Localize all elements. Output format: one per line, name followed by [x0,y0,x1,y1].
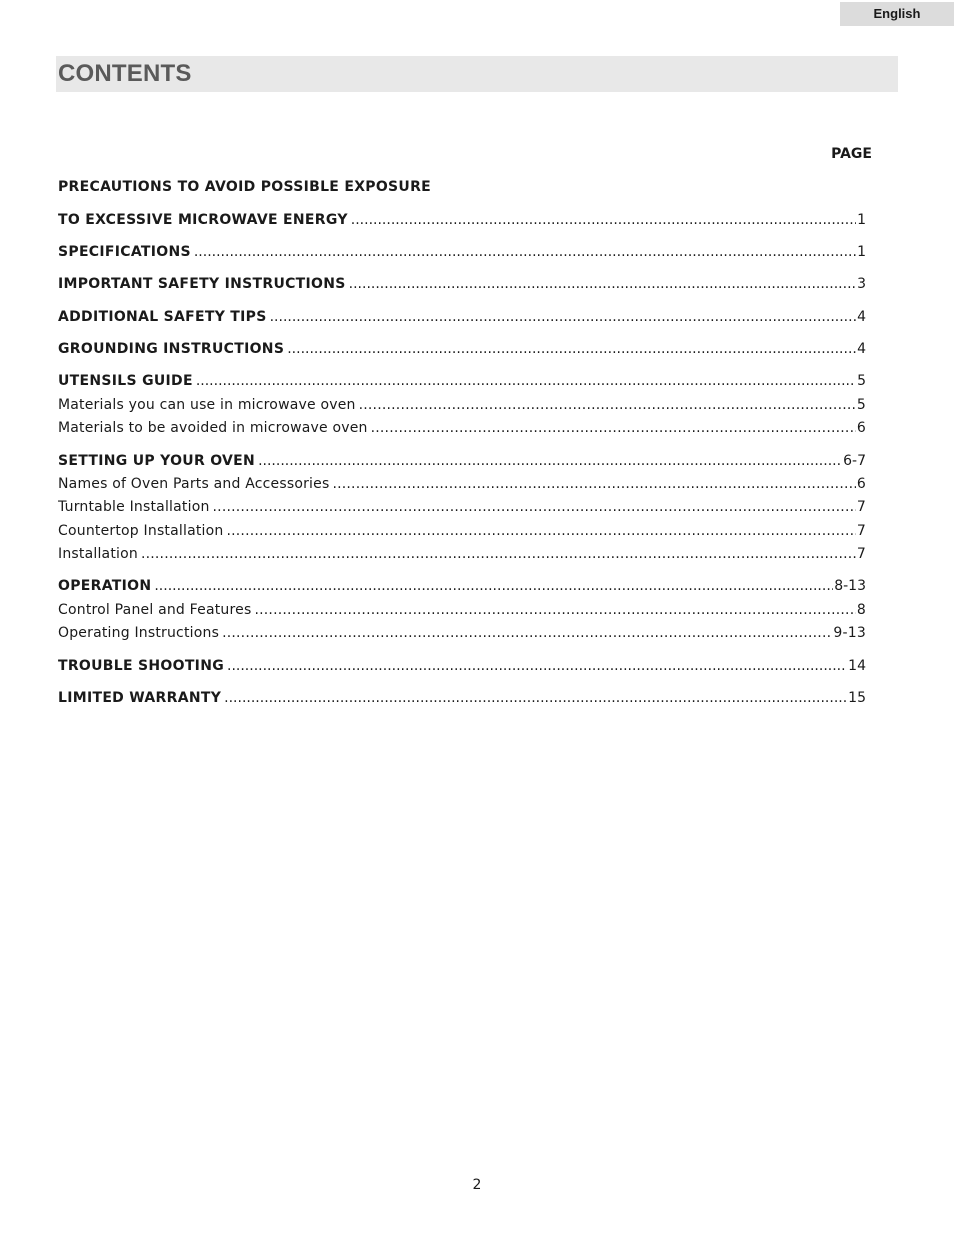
dot-leader [254,602,855,618]
toc-entry-page: 6 [856,420,866,436]
toc-entry-label: SETTING UP YOUR OVEN [58,453,258,469]
toc-entry [58,453,866,473]
toc-entry [58,244,866,264]
toc-entry [58,341,866,361]
toc-entry-page: 9-13 [833,625,866,641]
dot-leader [154,578,833,594]
dot-leader [349,276,856,292]
page-number: 2 [472,1177,482,1193]
toc-entry [58,625,866,645]
dot-leader [287,341,856,357]
toc-entry-label: Materials you can use in microwave oven [58,397,359,413]
toc-entry [58,476,866,496]
title-bar [56,56,898,92]
toc-entry-page: 6 [856,476,866,492]
toc-entry-page: 3 [857,276,866,292]
dot-leader [227,658,847,674]
toc-entry-page: 15 [848,690,866,706]
toc-entry-label: TROUBLE SHOOTING [58,658,227,674]
toc-entry-label: IMPORTANT SAFETY INSTRUCTIONS [58,276,349,292]
toc-entry-label: Control Panel and Features [58,602,254,618]
toc-entry-label: LIMITED WARRANTY [58,690,224,706]
dot-leader [213,499,856,515]
toc-entry [58,276,866,296]
toc-entry-label: Installation [58,546,141,562]
dot-leader [371,420,856,436]
toc-entry-page: 1 [857,244,866,260]
dot-leader [222,625,832,641]
toc-entry-page: 5 [856,397,866,413]
toc-entry-label: Countertop Installation [58,523,226,539]
toc-entry-label: ADDITIONAL SAFETY TIPS [58,309,270,325]
toc-entry-page: 14 [848,658,866,674]
toc-entry-page: 4 [857,309,866,325]
toc-entry [58,212,866,232]
toc-entry [58,179,866,199]
toc-entry-label: GROUNDING INSTRUCTIONS [58,341,287,357]
toc-entry [58,546,866,566]
dot-leader [226,523,855,539]
toc-entry [58,309,866,329]
toc-entry-label: Operating Instructions [58,625,222,641]
dot-leader [351,212,856,228]
toc-entry [58,420,866,440]
page-column-label: PAGE [831,146,872,162]
toc-entry [58,373,866,393]
toc-entry-page: 8-13 [834,578,866,594]
toc-entry-label: Turntable Installation [58,499,213,515]
dot-leader [359,397,856,413]
toc-entry-page: 5 [857,373,866,389]
dot-leader [224,690,847,706]
toc-entry-label: OPERATION [58,578,154,594]
page-title: CONTENTS [58,60,192,87]
toc-entry [58,602,866,622]
toc-entry-page: 8 [856,602,866,618]
dot-leader [196,373,856,389]
toc-entry [58,658,866,678]
toc-entry [58,523,866,543]
toc-entry-label: SPECIFICATIONS [58,244,194,260]
toc-entry [58,578,866,598]
toc-entry-page: 1 [857,212,866,228]
dot-leader [332,476,855,492]
toc-entry-page: 6-7 [843,453,866,469]
toc-entry [58,690,866,710]
toc-entry-page: 7 [856,499,866,515]
dot-leader [194,244,856,260]
dot-leader [141,546,856,562]
toc-entry-page: 4 [857,341,866,357]
toc-entry-label: UTENSILS GUIDE [58,373,196,389]
toc-entry-label: Materials to be avoided in microwave oven [58,420,371,436]
toc-entry-page: 7 [856,523,866,539]
toc-entry-label: Names of Oven Parts and Accessories [58,476,332,492]
toc-entry [58,397,866,417]
dot-leader [258,453,842,469]
toc-entry-label: TO EXCESSIVE MICROWAVE ENERGY [58,212,351,228]
toc-entry-label: PRECAUTIONS TO AVOID POSSIBLE EXPOSURE [58,179,434,195]
dot-leader [270,309,856,325]
toc-entry-page: 7 [856,546,866,562]
toc-entry [58,499,866,519]
language-tab: English [840,2,954,26]
